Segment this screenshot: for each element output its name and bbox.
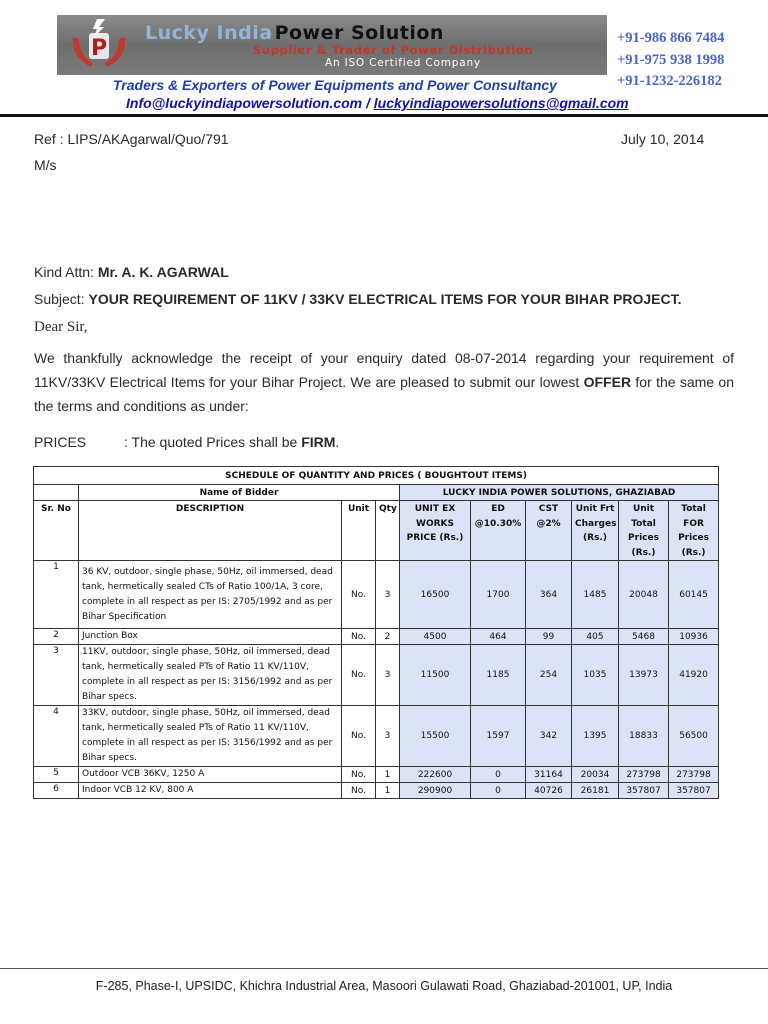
column-header-row: [34, 501, 719, 561]
row-description: 36 KV, outdoor, single phase, 50Hz, oil immersed, dead tank, hermetically sealed CTs of Ratio 100/1A, 3 core, complete in all respect as per IS: 2705/1992 and as per Bihar Specification: [79, 561, 342, 629]
row-total: 41920: [669, 645, 719, 706]
company-tagline: Traders & Exporters of Power Equipments and Power Consultancy: [113, 77, 557, 93]
row-sr-no: 5: [34, 767, 79, 783]
attn-label: Kind Attn:: [34, 264, 98, 280]
row-qty: 3: [376, 561, 400, 629]
offer-text: OFFER: [583, 374, 632, 390]
row-description: 33KV, outdoor, single phase, 50Hz, oil immersed, dead tank, hermetically sealed PTs of Ratio 11 KV/110V, complete in all respect as per IS: 3156/1992 and as per Bihar specs.: [79, 706, 342, 767]
row-cst: 40726: [526, 783, 572, 799]
row-sr-no: 6: [34, 783, 79, 799]
table-row: [34, 767, 719, 783]
row-total: 56500: [669, 706, 719, 767]
row-qty: 3: [376, 645, 400, 706]
row-frt: 1035: [572, 645, 619, 706]
subject-text: YOUR REQUIREMENT OF 11KV / 33KV ELECTRICAL ITEMS FOR YOUR BIHAR PROJECT.: [88, 291, 682, 307]
para-line-3: the terms and conditions as under:: [34, 398, 249, 414]
row-exworks: 11500: [400, 645, 471, 706]
row-exworks: 15500: [400, 706, 471, 767]
table-title-row: [34, 467, 719, 485]
table-row: [34, 706, 719, 767]
brand-name-part2: Power Solution: [274, 22, 444, 44]
row-qty: 3: [376, 706, 400, 767]
prices-text-start: : The quoted Prices shall be: [124, 434, 302, 450]
salutation: Dear Sir,: [34, 319, 88, 335]
row-description: Outdoor VCB 36KV, 1250 A: [79, 767, 342, 783]
price-schedule-table: [33, 466, 719, 799]
bidder-blank-cell: [34, 485, 79, 501]
footer-address: F-285, Phase-I, UPSIDC, Khichra Industrial Area, Masoori Gulawati Road, Ghaziabad-201001, UP, India: [95, 979, 673, 993]
row-sr-no: 4: [34, 706, 79, 767]
col-desc-header: DESCRIPTION: [79, 501, 342, 561]
footer-divider: [0, 968, 768, 969]
row-frt: 405: [572, 629, 619, 645]
row-unit: No.: [342, 706, 376, 767]
row-unit: No.: [342, 783, 376, 799]
row-ed: 0: [471, 767, 526, 783]
bidder-name: LUCKY INDIA POWER SOLUTIONS, GHAZIABAD: [400, 485, 719, 501]
col-ed-header: ED @10.30%: [471, 501, 526, 561]
row-description: 11KV, outdoor, single phase, 50Hz, oil immersed, dead tank, hermetically sealed PTs of Ratio 11 KV/110V, complete in all respect as per IS: 3156/1992 and as per Bihar specs.: [79, 645, 342, 706]
row-cst: 342: [526, 706, 572, 767]
letter-date: July 10, 2014: [621, 131, 705, 147]
table-row: [34, 561, 719, 629]
prices-label: PRICES: [34, 434, 87, 450]
recipient-ms: M/s: [34, 157, 57, 173]
row-qty: 1: [376, 783, 400, 799]
row-unit: No.: [342, 561, 376, 629]
row-frt: 26181: [572, 783, 619, 799]
col-unit-header: Unit: [342, 501, 376, 561]
row-unit: No.: [342, 629, 376, 645]
col-cst-header: CST @2%: [526, 501, 572, 561]
row-cst: 31164: [526, 767, 572, 783]
col-frt-header: Unit Frt Charges (Rs.): [572, 501, 619, 561]
row-total: 273798: [669, 767, 719, 783]
prices-text-end: .: [335, 434, 340, 450]
row-sr-no: 1: [34, 561, 79, 629]
col-qty-header: Qty: [376, 501, 400, 561]
company-logo-icon: [67, 17, 131, 73]
row-qty: 1: [376, 767, 400, 783]
row-unit: No.: [342, 645, 376, 706]
row-exworks: 290900: [400, 783, 471, 799]
brand-name: [145, 22, 444, 44]
phone-numbers: [617, 28, 724, 93]
email-gmail-link[interactable]: luckyindiapowersolutions@gmail.com: [373, 95, 629, 111]
table-row: [34, 783, 719, 799]
row-sr-no: 2: [34, 629, 79, 645]
firm-text: FIRM: [301, 434, 336, 450]
attn-name: Mr. A. K. AGARWAL: [97, 264, 229, 280]
phone-number-2: +91-975 938 1998: [617, 51, 725, 68]
row-ed: 0: [471, 783, 526, 799]
col-total-for-header: Total FOR Prices (Rs.): [669, 501, 719, 561]
table-row: [34, 629, 719, 645]
row-ed: 1700: [471, 561, 526, 629]
row-unit-total: 5468: [619, 629, 669, 645]
row-exworks: 222600: [400, 767, 471, 783]
para-line-2-text: 11KV/33KV Electrical Items for your Bihar Project. We are pleased to submit our lowest: [34, 374, 584, 390]
body-paragraph: [34, 346, 734, 418]
row-exworks: 16500: [400, 561, 471, 629]
kind-attention: [34, 264, 229, 280]
col-unit-total-header: Unit Total Prices (Rs.): [619, 501, 669, 561]
row-exworks: 4500: [400, 629, 471, 645]
row-unit-total: 357807: [619, 783, 669, 799]
col-exworks-header: UNIT EX WORKS PRICE (Rs.): [400, 501, 471, 561]
para-line-2-end: for the same on: [631, 374, 735, 390]
row-unit-total: 13973: [619, 645, 669, 706]
row-frt: 20034: [572, 767, 619, 783]
row-sr-no: 3: [34, 645, 79, 706]
para-line-1: We thankfully acknowledge the receipt of your enquiry dated 08-07-2014 regarding your requirement of: [34, 350, 734, 366]
row-unit-total: 18833: [619, 706, 669, 767]
col-sr-header: Sr. No: [34, 501, 79, 561]
banner-subtitle: Supplier & Trader of Power Distribution: [253, 43, 534, 57]
row-frt: 1485: [572, 561, 619, 629]
row-total: 357807: [669, 783, 719, 799]
row-ed: 1185: [471, 645, 526, 706]
row-description: Junction Box: [79, 629, 342, 645]
row-total: 60145: [669, 561, 719, 629]
row-total: 10936: [669, 629, 719, 645]
reference-number: Ref : LIPS/AKAgarwal/Quo/791: [34, 131, 229, 147]
phone-number-1: +91-986 866 7484: [617, 30, 725, 46]
letterhead-banner: [57, 15, 607, 75]
svg-text:P: P: [90, 36, 108, 61]
row-unit-total: 273798: [619, 767, 669, 783]
iso-certified-text: An ISO Certified Company: [325, 57, 481, 69]
row-ed: 464: [471, 629, 526, 645]
para-line-2: [34, 370, 734, 394]
row-cst: 99: [526, 629, 572, 645]
email-info[interactable]: Info@luckyindiapowersolution.com: [126, 95, 363, 111]
brand-name-part1: Lucky India: [145, 22, 273, 44]
email-line: [126, 95, 629, 111]
email-separator: /: [362, 95, 374, 111]
table-row: [34, 645, 719, 706]
row-unit: No.: [342, 767, 376, 783]
row-cst: 254: [526, 645, 572, 706]
prices-text: [124, 434, 339, 450]
table-title: SCHEDULE OF QUANTITY AND PRICES ( BOUGHTOUT ITEMS): [34, 467, 719, 485]
row-qty: 2: [376, 629, 400, 645]
row-ed: 1597: [471, 706, 526, 767]
row-description: Indoor VCB 12 KV, 800 A: [79, 783, 342, 799]
bidder-row: [34, 485, 719, 501]
subject-line: [34, 291, 682, 307]
row-unit-total: 20048: [619, 561, 669, 629]
row-frt: 1395: [572, 706, 619, 767]
bidder-label: Name of Bidder: [79, 485, 400, 501]
phone-number-3: +91-1232-226182: [617, 73, 722, 89]
header-divider: [0, 114, 768, 117]
subject-label: Subject:: [34, 291, 89, 307]
row-cst: 364: [526, 561, 572, 629]
